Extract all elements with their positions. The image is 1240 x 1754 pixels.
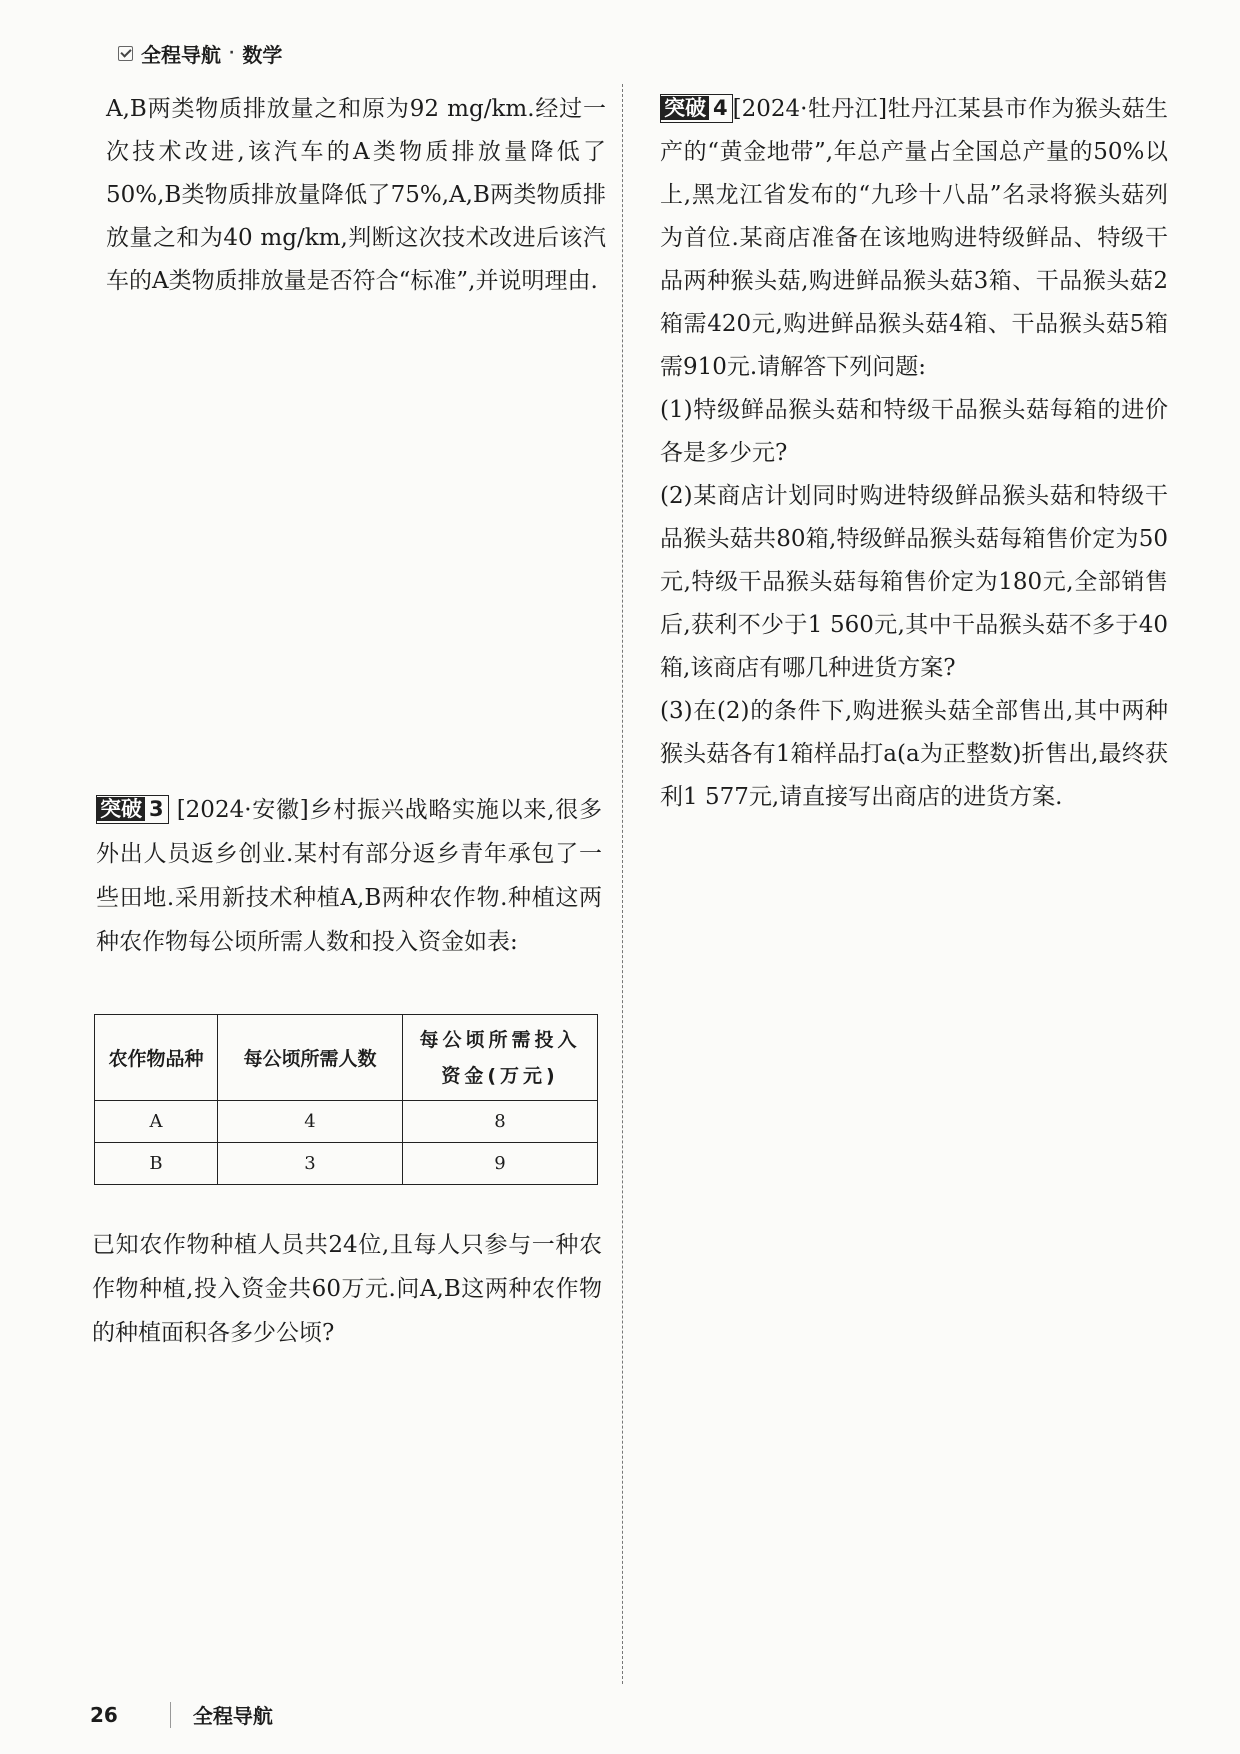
table-cell: 8	[403, 1101, 598, 1143]
page-footer	[90, 1700, 273, 1729]
problem-4-text: [2024·牡丹江]牡丹江某县市作为猴头菇生产的“黄金地带”,年总产量占全国总产量的50%以上,黑龙江省发布的“九珍十八品”名录将猴头菇列为首位.某商店准备在该地购进特级鲜品、特级干品两种猴头菇,购进鲜品猴头菇3箱、干品猴头菇2箱需420元,购进鲜品猴头菇4箱、干品猴头菇5箱需910元.请解答下列问题:	[660, 96, 1168, 380]
page-header	[118, 38, 282, 68]
table-header-funds: 每公顷所需投入资金(万元)	[403, 1015, 598, 1101]
table-cell: 3	[218, 1143, 403, 1185]
table-cell: 4	[218, 1101, 403, 1143]
right-column	[660, 88, 1168, 819]
table-cell: 9	[403, 1143, 598, 1185]
header-dot: ·	[229, 45, 235, 61]
problem-4-intro	[660, 88, 1168, 389]
left-column-top	[106, 88, 606, 303]
crop-table	[94, 1014, 598, 1185]
problem-4-question-1: (1)特级鲜品猴头菇和特级干品猴头菇每箱的进价各是多少元?	[660, 397, 1168, 466]
problem-3-tag	[96, 795, 169, 824]
problem-4-tag	[660, 94, 733, 123]
footer-separator	[170, 1702, 171, 1728]
problem-3-text: [2024·安徽]乡村振兴战略实施以来,很多外出人员返乡创业.某村有部分返乡青年承包了一些田地.采用新技术种植A,B两种农作物.种植这两种农作物每公顷所需人数和投入资金如表:	[96, 797, 602, 955]
table-header-people: 每公顷所需人数	[218, 1015, 403, 1101]
problem-3-tag-number: 3	[149, 797, 164, 821]
table-header-crop: 农作物品种	[95, 1015, 218, 1101]
problem-3-question	[92, 1200, 602, 1378]
page-number: 26	[90, 1702, 118, 1727]
header-title: 全程导航	[141, 42, 221, 67]
table-header-row	[95, 1015, 598, 1101]
problem-3	[96, 788, 602, 964]
problem-3-after-text: 已知农作物种植人员共24位,且每人只参与一种农作物种植,投入资金共60万元.问A,B这两种农作物的种植面积各多少公顷?	[92, 1232, 602, 1346]
footer-title: 全程导航	[192, 1704, 273, 1728]
continued-problem-text: A,B两类物质排放量之和原为92 mg/km.经过一次技术改进,该汽车的A类物质排放量降低了50%,B类物质排放量降低了75%,A,B两类物质排放量之和为40 mg/km,判断这次技术改进后该汽车的A类物质排放量是否符合“标准”,并说明理由.	[106, 96, 606, 294]
table-row	[95, 1143, 598, 1185]
check-box-icon	[118, 46, 133, 61]
table-row	[95, 1101, 598, 1143]
problem-4-question-3: (3)在(2)的条件下,购进猴头菇全部售出,其中两种猴头菇各有1箱样品打a(a为正整数)折售出,最终获利1 577元,请直接写出商店的进货方案.	[660, 698, 1168, 810]
problem-4-tag-label: 突破	[661, 96, 709, 120]
header-subject: 数学	[242, 42, 283, 67]
table-cell: A	[95, 1101, 218, 1143]
problem-4-tag-number: 4	[713, 96, 728, 120]
problem-4-question-2: (2)某商店计划同时购进特级鲜品猴头菇和特级干品猴头菇共80箱,特级鲜品猴头菇每箱售价定为50元,特级干品猴头菇每箱售价定为180元,全部销售后,获利不少于1 560元,其中干品猴头菇不多于40箱,该商店有哪几种进货方案?	[660, 483, 1168, 681]
problem-3-tag-label: 突破	[97, 797, 145, 821]
column-divider	[622, 84, 623, 1684]
table-cell: B	[95, 1143, 218, 1185]
